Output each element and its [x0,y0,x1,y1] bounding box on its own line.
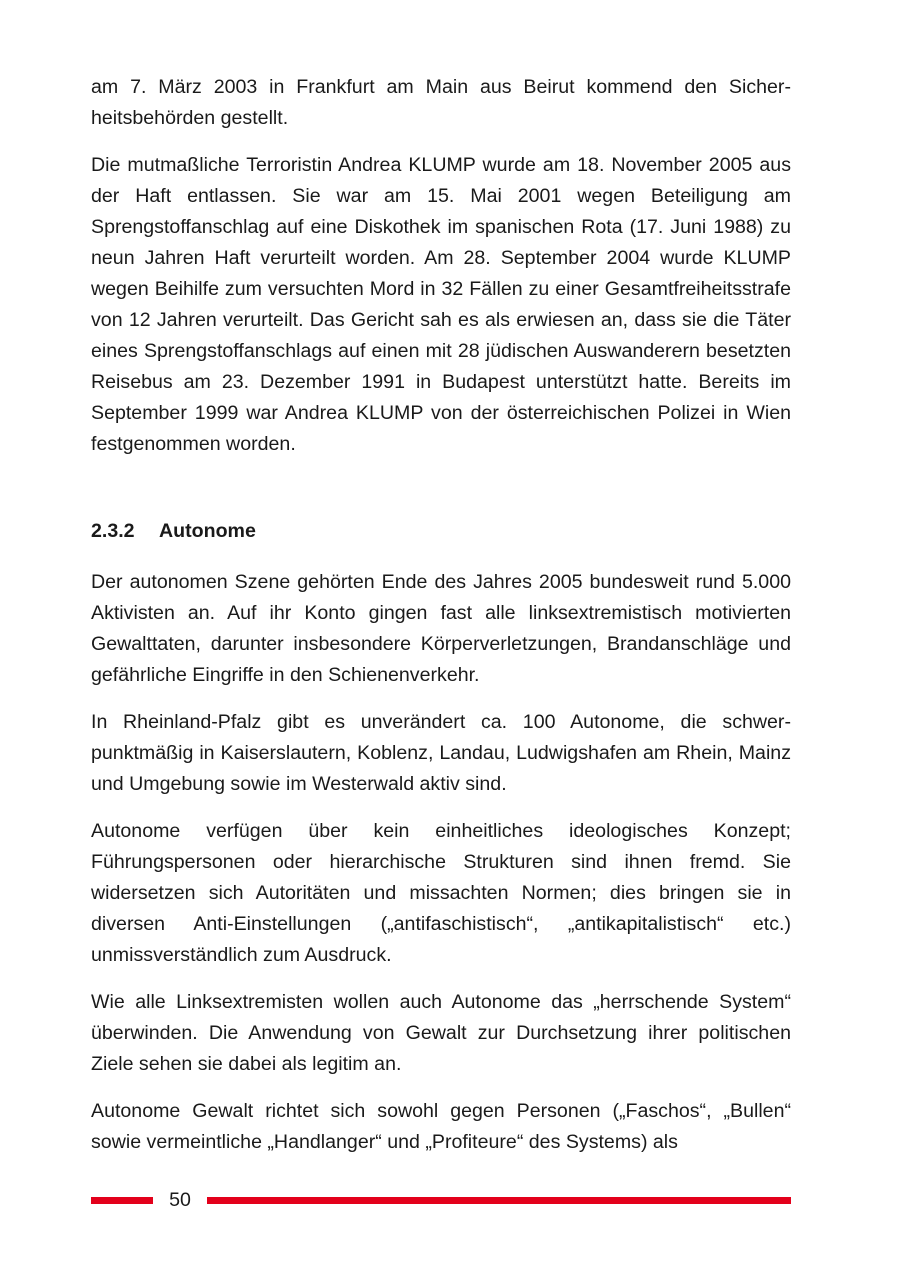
section-number: 2.3.2 [91,520,135,542]
body-paragraph: Autonome verfügen über kein einheitliches ideologisches Konzept; Führungspersonen oder hierarchische Strukturen sind ihnen fremd. Sie widersetzen sich Autoritäten und missachten Normen; dies bringen sie in diversen Anti-Einstellungen („antifaschistisch“, „antikapitalistisch“ etc.) unmissverständlich zum Ausdruck. [91,820,791,966]
section-heading [91,516,791,547]
footer-rule-left [91,1197,153,1204]
body-paragraph: Die mutmaßliche Terroristin Andrea KLUMP wurde am 18. November 2005 aus der Haft entlassen. Sie war am 15. Mai 2001 wegen Beteiligung am Sprengstoffanschlag auf eine Diskothek im spanischen Rota (17. Juni 1988) zu neun Jahren Haft verurteilt worden. Am 28. September 2004 wurde KLUMP wegen Beihilfe zum versuchten Mord in 32 Fällen zu einer Gesamtfreiheitsstrafe von 12 Jahren verurteilt. Das Gericht sah es als erwiesen an, dass sie die Täter eines Sprengstoffanschlags auf einen mit 28 jüdischen Auswanderern besetzten Reisebus am 23. Dezember 1991 in Budapest unterstützt hatte. Bereits im September 1999 war Andrea KLUMP von der österreichischen Polizei in Wien festgenommen worden. [91,154,791,455]
document-page [91,72,791,1174]
body-paragraph: In Rheinland-Pfalz gibt es unverändert ca. 100 Autonome, die schwerpunktmäßig in Kaiserslautern, Koblenz, Landau, Ludwigshafen am Rhein, Mainz und Umgebung sowie im Westerwald aktiv sind. [91,711,791,795]
page-footer [91,1182,791,1218]
body-paragraph: Der autonomen Szene gehörten Ende des Jahres 2005 bundesweit rund 5.000 Aktivisten an. Auf ihr Konto gingen fast alle linksextremistisch motivierten Gewalttaten, darunter insbesondere Körperverletzungen, Brandanschläge und gefährliche Eingriffe in den Schienenverkehr. [91,571,791,686]
body-paragraph: Autonome Gewalt richtet sich sowohl gegen Personen („Faschos“, „Bullen“ sowie vermeintliche „Handlanger“ und „Profiteure“ des Systems) als [91,1100,791,1153]
section-title: Autonome [159,520,256,542]
footer-rule-right [207,1197,791,1204]
page-number: 50 [169,1189,191,1211]
body-paragraph: am 7. März 2003 in Frankfurt am Main aus Beirut kommend den Sicherheitsbehörden gestellt. [91,76,791,129]
body-paragraph: Wie alle Linksextremisten wollen auch Autonome das „herrschende System“ überwinden. Die Anwendung von Gewalt zur Durchsetzung ihrer politischen Ziele sehen sie dabei als legitim an. [91,991,791,1075]
